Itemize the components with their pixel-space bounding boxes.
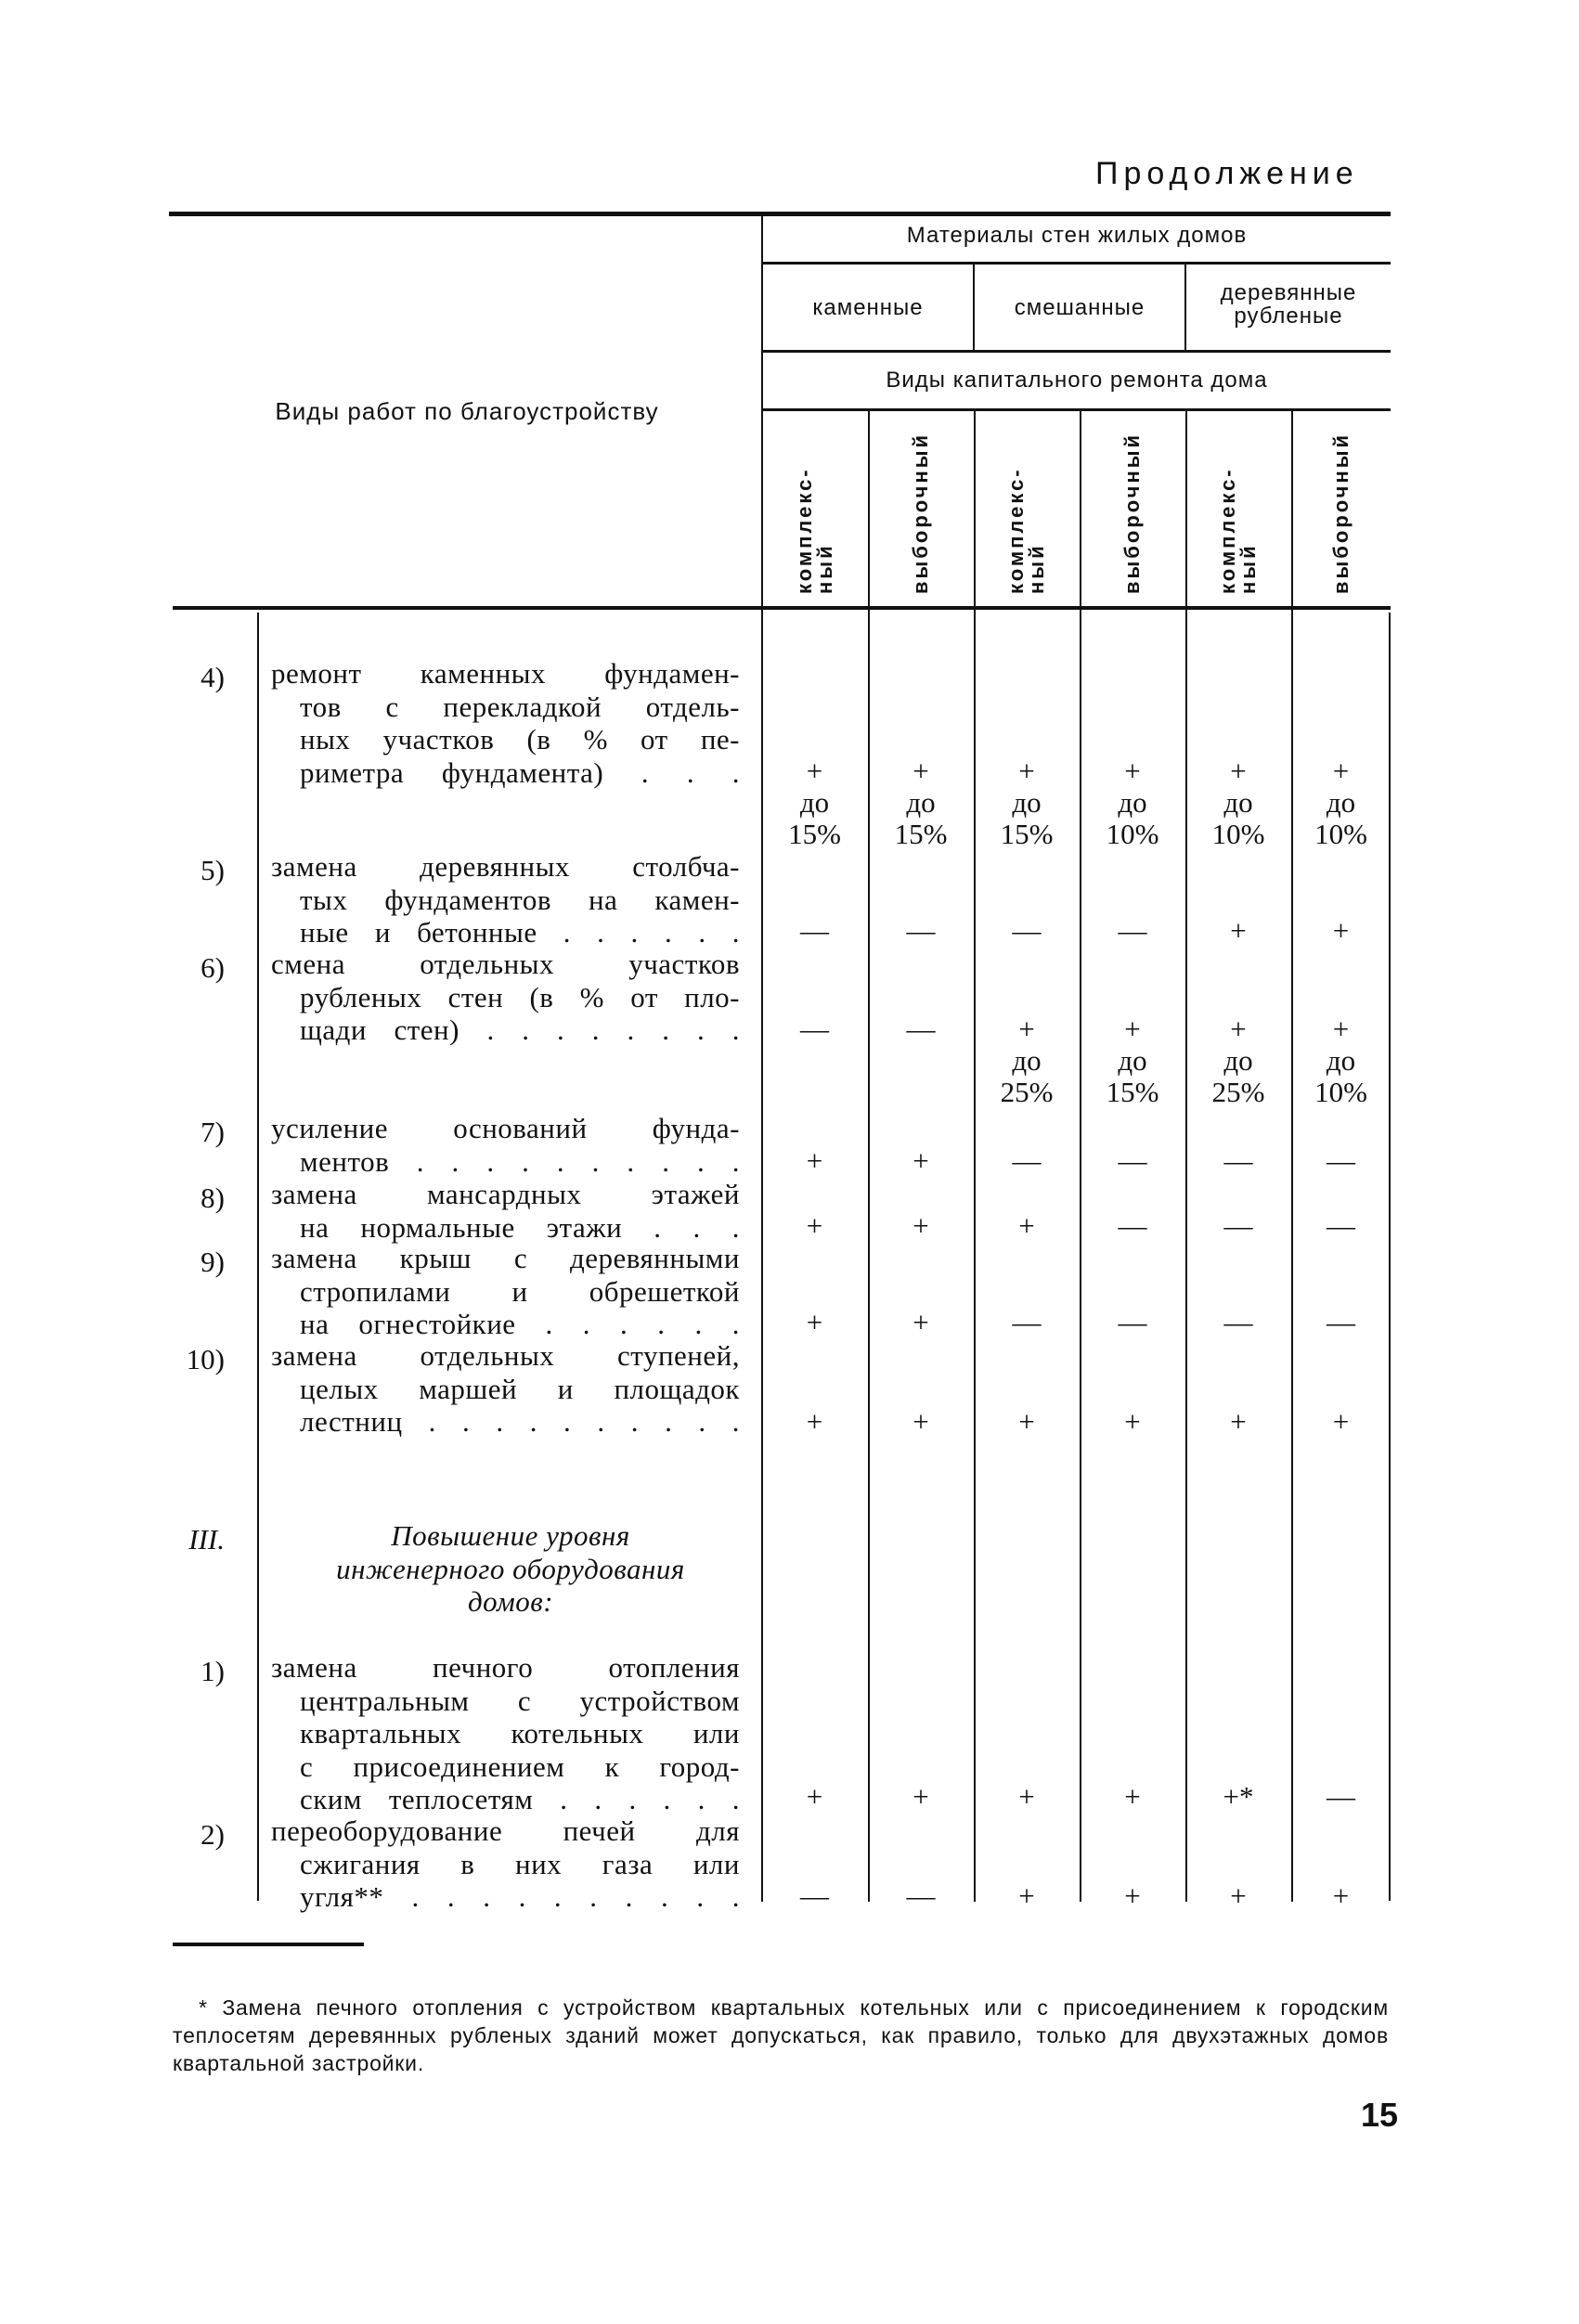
row-number: 6) [201, 951, 225, 984]
work-types-header: Виды работ по благоустройству [275, 397, 659, 425]
row-number: 5) [201, 854, 225, 886]
section-title: Повышение уровня [391, 1519, 630, 1552]
cell-value: + до 10% [1106, 755, 1159, 850]
row-number: 4) [201, 661, 225, 693]
cell-value: — [1118, 1209, 1147, 1242]
work-description-line: центральным с устройством [300, 1684, 740, 1717]
table-top-rule [169, 212, 1391, 216]
repair-column-header: выборочный [1120, 432, 1144, 594]
row-number: 10) [186, 1343, 225, 1375]
cell-value: + [1332, 1405, 1350, 1438]
cell-value: — [906, 1013, 936, 1045]
work-description-line: квартальных котельных или [300, 1717, 740, 1749]
continuation-label: Продолжение [1095, 156, 1359, 191]
cell-value: + [1332, 1879, 1350, 1912]
cell-value: + [1018, 1879, 1035, 1912]
footnote-rule [173, 1943, 364, 1946]
cell-value: + [1018, 1405, 1035, 1438]
repair-types-header: Виды капитального ремонта дома [886, 368, 1268, 393]
cell-value: — [1327, 1780, 1355, 1813]
cell-value: + [806, 1780, 823, 1813]
repair-column-header: комплекс- ный [1004, 467, 1048, 594]
cell-value: + [1230, 1879, 1247, 1912]
cell-value: — [800, 914, 829, 947]
work-description-line: целых маршей и площадок [300, 1372, 740, 1405]
cell-value: — [1118, 914, 1147, 947]
cell-value: — [1223, 1306, 1253, 1338]
rule [761, 262, 1391, 265]
work-description-line: усиление оснований фунда- [271, 1112, 740, 1144]
work-description-line: рубленых стен (в % от пло- [300, 980, 740, 1014]
work-description-line: замена отдельных ступеней, [271, 1339, 740, 1372]
work-description-line: ским теплосетям . . . . . . [300, 1783, 740, 1815]
cell-value: — [906, 914, 936, 947]
cell-value: + [1230, 1405, 1247, 1438]
work-description-line: ремонт каменных фундамен- [271, 657, 740, 690]
rule [761, 408, 1391, 411]
repair-column-header: выборочный [1328, 432, 1353, 594]
cell-value: + [806, 1144, 823, 1177]
cell-value: + до 25% [1211, 1013, 1265, 1108]
header-bottom-rule [173, 606, 1391, 610]
cell-value: + до 15% [1000, 755, 1054, 850]
work-description-line: тов с перекладкой отдель- [300, 690, 740, 723]
cell-value: — [1327, 1306, 1355, 1338]
cell-value: — [1223, 1144, 1253, 1177]
cell-value: + [806, 1306, 823, 1338]
cell-value: + [806, 1405, 823, 1438]
row-number: 1) [201, 1655, 225, 1687]
cell-value: + [912, 1780, 929, 1813]
work-description-line: щади стен) . . . . . . . . [300, 1014, 740, 1046]
work-description-line: лестниц . . . . . . . . . . [300, 1405, 740, 1438]
cell-value: + до 10% [1211, 755, 1265, 850]
cell-value: + [1124, 1780, 1141, 1813]
cell-value: + до 25% [1000, 1013, 1054, 1108]
material-stone: каменные [812, 295, 924, 320]
cell-value: — [1327, 1209, 1355, 1242]
work-description-line: стропилами и обрешеткой [300, 1274, 740, 1308]
work-description-line: сжигания в них газа или [300, 1847, 740, 1880]
work-description-line: на нормальные этажи . . . [300, 1210, 740, 1244]
work-description-line: смена отдельных участков [271, 948, 740, 980]
cell-value: + [912, 1405, 929, 1438]
cell-value: + [1332, 914, 1350, 947]
column-divider [761, 214, 763, 1902]
cell-value: + до 10% [1314, 1013, 1367, 1108]
section-title: домов: [467, 1585, 554, 1618]
cell-value: + [1124, 1405, 1141, 1438]
work-description-line: ных участков (в % от пе- [300, 723, 740, 755]
cell-value: + [912, 1144, 929, 1177]
cell-value: — [1012, 1144, 1042, 1177]
work-description-line: ные и бетонные . . . . . . [300, 916, 740, 949]
rule [761, 350, 1391, 353]
cell-value: + до 15% [1106, 1013, 1159, 1108]
work-description-line: угля** . . . . . . . . . . [300, 1880, 740, 1913]
cell-value: + [1018, 1209, 1035, 1242]
cell-value: — [1012, 1306, 1042, 1338]
cell-value: — [800, 1013, 829, 1045]
cell-value: — [1118, 1306, 1147, 1338]
work-description-line: замена печного отопления [271, 1651, 740, 1684]
work-description-line: с присоединением к город- [300, 1749, 740, 1783]
row-number: 8) [201, 1181, 225, 1214]
cell-value: — [906, 1879, 936, 1912]
footnote: * Замена печного отопления с устройством квартальных котельных или с присоединением к городским теплосетям деревянных рубленых зданий может допускаться, как правило, только для двухэтажных домов квартальной застройки. [173, 1995, 1389, 2075]
cell-value: +* [1223, 1780, 1254, 1813]
repair-column-header: комплекс- ный [1216, 467, 1260, 594]
work-description-line: риметра фундамента) . . . [300, 755, 740, 789]
cell-value: — [1118, 1144, 1147, 1177]
cell-value: + [1018, 1780, 1035, 1813]
cell-value: + до 15% [894, 755, 948, 850]
work-description-line: ментов . . . . . . . . . . [300, 1144, 740, 1178]
work-description-line: тых фундаментов на камен- [300, 883, 740, 916]
number-divider [257, 613, 259, 1901]
cell-value: — [1327, 1144, 1355, 1177]
work-description-line: замена крыш с деревянными [271, 1242, 740, 1274]
materials-header: Материалы стен жилых домов [906, 223, 1248, 248]
material-wood: деревянные рубленые [1220, 280, 1357, 329]
row-number: 9) [201, 1246, 225, 1278]
cell-value: — [800, 1879, 829, 1912]
page-number: 15 [1361, 2096, 1399, 2134]
cell-value: + [912, 1209, 929, 1242]
row-number: 7) [201, 1116, 225, 1148]
cell-value: + [912, 1306, 929, 1338]
work-description-line: замена деревянных столбча- [271, 850, 740, 883]
material-mixed: смешанные [1014, 295, 1145, 320]
repair-column-header: выборочный [909, 432, 932, 594]
section-title: инженерного оборудования [336, 1552, 685, 1585]
cell-value: + до 15% [788, 755, 841, 850]
cell-value: — [1223, 1209, 1253, 1242]
work-description-line: на огнестойкие . . . . . . [300, 1308, 740, 1340]
work-description-line: переоборудование печей для [271, 1814, 740, 1847]
cell-value: + [806, 1209, 823, 1242]
repair-column-header: комплекс- ный [792, 467, 836, 594]
cell-value: + [1230, 914, 1247, 947]
work-description-line: замена мансардных этажей [271, 1178, 740, 1210]
row-number: III. [188, 1523, 225, 1556]
cell-value: — [1012, 914, 1042, 947]
cell-value: + [1124, 1879, 1141, 1912]
row-number: 2) [201, 1818, 225, 1851]
cell-value: + до 10% [1314, 755, 1367, 850]
